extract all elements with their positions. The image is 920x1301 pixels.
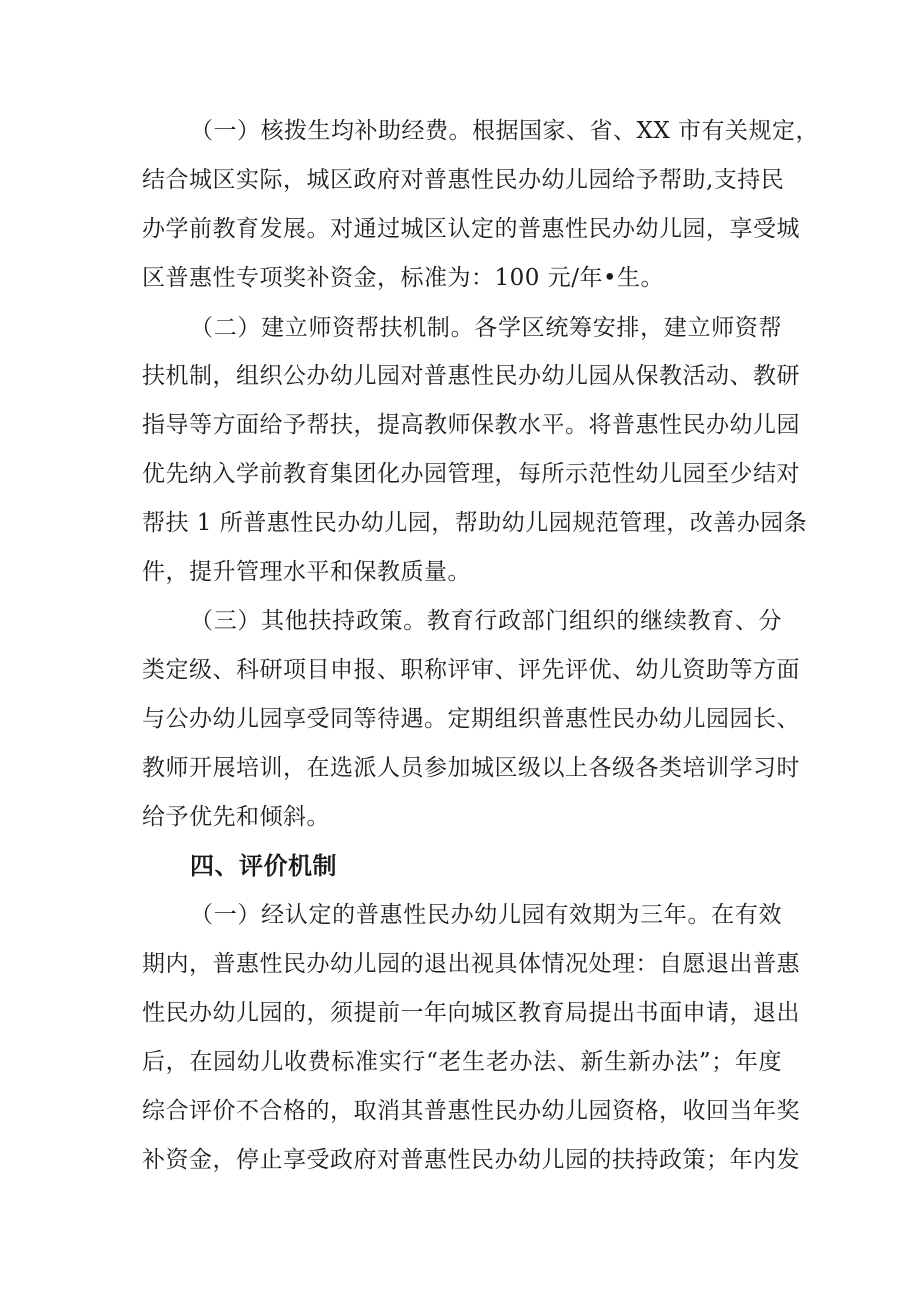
text-line: （二）建立师资帮扶机制。各学区统筹安排，建立师资帮 [190,315,782,341]
text-line: （三）其他扶持政策。教育行政部门组织的继续教育、分 [190,608,782,634]
text-line: 后，在园幼儿收费标准实行“老生老办法、新生新办法”；年度 [142,1049,782,1075]
text-line: 结合城区实际，城区政府对普惠性民办幼儿园给予帮助,支持民 [142,167,785,193]
text-line: 区普惠性专项奖补资金，标准为：100 元/年•生。 [142,265,665,291]
text-line: （一）经认定的普惠性民办幼儿园有效期为三年。在有效 [190,902,782,928]
text-line: （一）核拨生均补助经费。根据国家、省、XX 市有关规定， [190,118,820,144]
text-line: 办学前教育发展。对通过城区认定的普惠性民办幼儿园，享受城 [142,216,800,242]
section-heading: 四、评价机制 [190,852,337,880]
text-line: 教师开展培训，在选派人员参加城区级以上各级各类培训学习时 [142,755,800,781]
text-line: 综合评价不合格的，取消其普惠性民办幼儿园资格，收回当年奖 [142,1098,800,1124]
text-line: 帮扶 1 所普惠性民办幼儿园，帮助幼儿园规范管理，改善办园条 [142,510,808,536]
text-line: 指导等方面给予帮扶，提高教师保教水平。将普惠性民办幼儿园 [142,412,800,438]
text-line: 与公办幼儿园享受同等待遇。定期组织普惠性民办幼儿园园长、 [142,706,800,732]
text-line: 性民办幼儿园的，须提前一年向城区教育局提出书面申请，退出 [142,1000,800,1026]
text-line: 件，提升管理水平和保教质量。 [142,559,471,585]
text-line: 类定级、科研项目申报、职称评审、评先评优、幼儿资助等方面 [142,657,800,683]
text-line: 给予优先和倾斜。 [142,804,330,830]
text-line: 扶机制，组织公办幼儿园对普惠性民办幼儿园从保教活动、教研 [142,363,800,389]
text-line: 优先纳入学前教育集团化办园管理，每所示范性幼儿园至少结对 [142,461,800,487]
text-line: 期内，普惠性民办幼儿园的退出视具体情况处理：自愿退出普惠 [142,951,800,977]
text-line: 补资金，停止享受政府对普惠性民办幼儿园的扶持政策；年内发 [142,1147,800,1173]
